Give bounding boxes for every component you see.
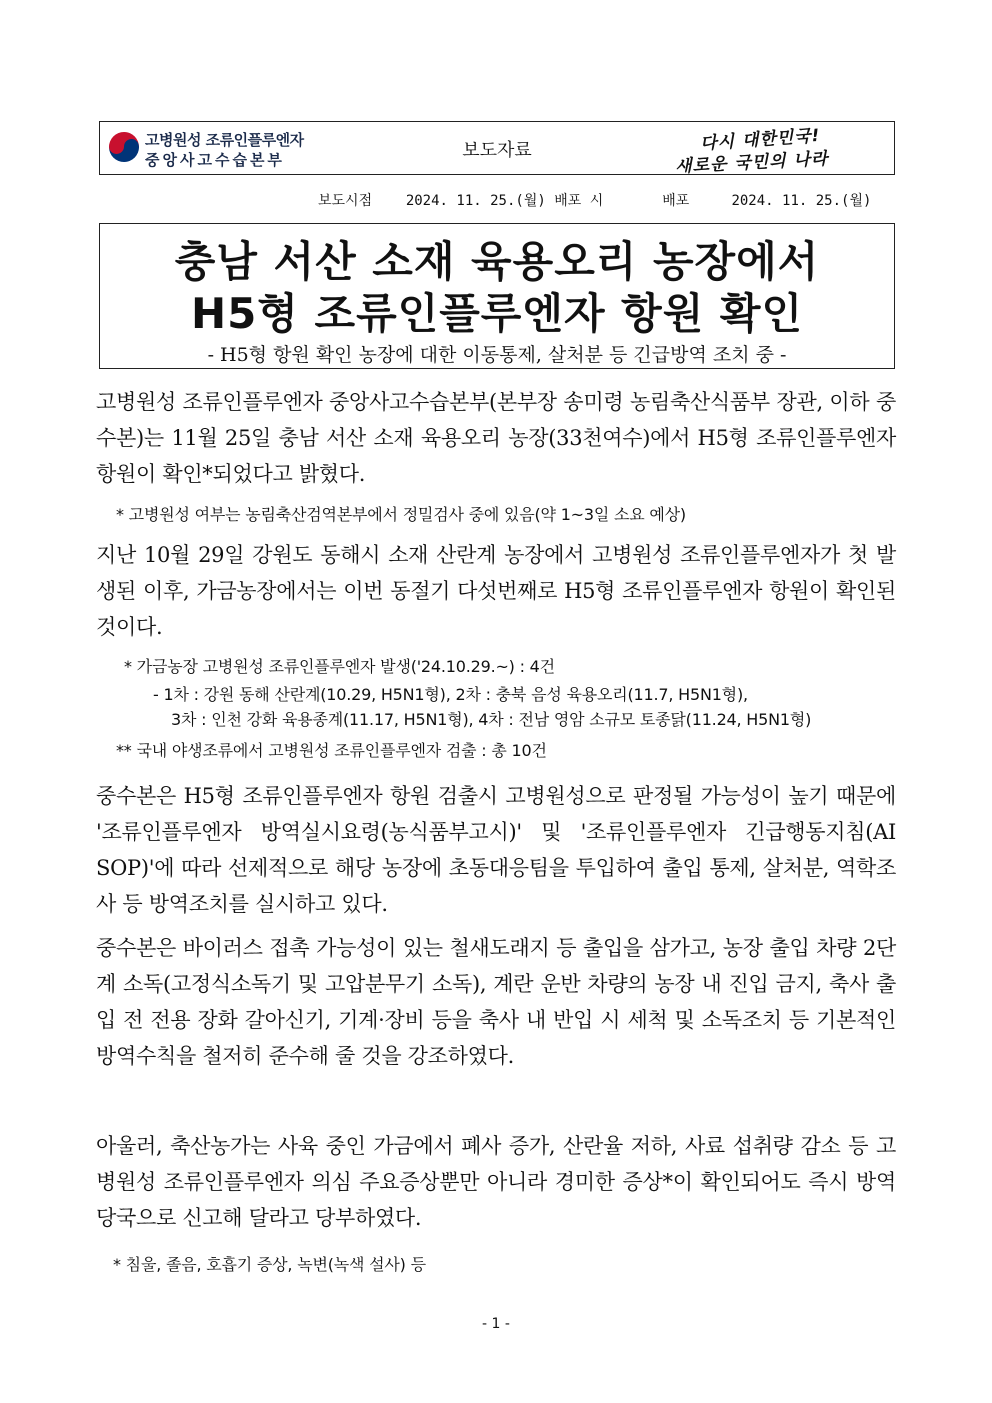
release-dist-value: 2024. 11. 25.(월)	[731, 193, 872, 209]
paragraph-1: 고병원성 조류인플루엔자 중앙사고수습본부(본부장 송미령 농림축산식품부 장관, 이하 중수본)는 11월 25일 충남 서산 소재 육용오리 농장(33천여수)에서 H5형 조류인플루엔자 항원이 확인*되었다고 밝혔다.	[96, 390, 896, 486]
paragraph-2: 지난 10월 29일 강원도 동해시 소재 산란계 농장에서 고병원성 조류인플루엔자가 첫 발생된 이후, 가금농장에서는 이번 동절기 다섯번째로 H5형 조류인플루엔자 항원이 확인된 것이다.	[96, 543, 896, 639]
note-2a: - 1차 : 강원 동해 산란계(10.29, H5N1형), 2차 : 충북 음성 육용오리(11.7, H5N1형),	[153, 685, 748, 704]
org-name-line1: 고병원성 조류인플루엔자	[145, 131, 304, 149]
page-number: - 1 -	[482, 1316, 510, 1332]
header-box	[99, 121, 895, 175]
title-box	[99, 223, 895, 369]
org-name-line2: 중앙사고수습본부	[145, 151, 285, 169]
title-line1: 충남 서산 소재 육용오리 농장에서	[174, 237, 820, 286]
paragraph-4: 중수본은 바이러스 접촉 가능성이 있는 철새도래지 등 출입을 삼가고, 농장 출입 차량 2단계 소독(고정식소독기 및 고압분무기 소독), 계란 운반 차량의 농장 내 진입 금지, 축사 출입 전 전용 장화 갈아신기, 기계·장비 등을 축사 내 반입 시 세척 및 소독조치 등 기본적인 방역수칙을 철저히 준수해 줄 것을 강조하였다.	[96, 936, 896, 1068]
note-1: * 고병원성 여부는 농림축산검역본부에서 정밀검사 중에 있음(약 1~3일 소요 예상)	[116, 505, 686, 524]
title-line2: H5형 조류인플루엔자 항원 확인	[190, 289, 804, 338]
doc-type: 보도자료	[462, 140, 532, 161]
paragraph-5: 아울러, 축산농가는 사육 중인 가금에서 폐사 증가, 산란율 저하, 사료 섭취량 감소 등 고병원성 조류인플루엔자 의심 주요증상뿐만 아니라 경미한 증상*이 확인되어도 즉시 방역 당국으로 신고해 달라고 당부하였다.	[96, 1134, 896, 1230]
government-emblem-icon	[109, 132, 139, 162]
subtitle: - H5형 항원 확인 농장에 대한 이동통제, 살처분 등 긴급방역 조치 중 -	[207, 344, 787, 366]
note-2: * 가금농장 고병원성 조류인플루엔자 발생('24.10.29.~) : 4건	[124, 657, 555, 676]
paragraph-3: 중수본은 H5형 조류인플루엔자 항원 검출시 고병원성으로 판정될 가능성이 높기 때문에 '조류인플루엔자 방역실시요령(농식품부고시)' 및 '조류인플루엔자 긴급행동지침(AI SOP)'에 따라 선제적으로 해당 농장에 초동대응팀을 투입하여 출입 통제, 살처분, 역학조사 등 방역조치를 실시하고 있다.	[96, 784, 896, 916]
slogan-line1: 다시 대한민국!	[699, 125, 821, 155]
note-4: * 침울, 졸음, 호흡기 증상, 녹변(녹색 설사) 등	[113, 1255, 426, 1274]
release-dist-label: 배포	[662, 193, 690, 209]
release-info	[318, 190, 871, 210]
release-time-label: 보도시점	[318, 193, 373, 209]
note-3: ** 국내 야생조류에서 고병원성 조류인플루엔자 검출 : 총 10건	[116, 741, 547, 760]
note-2b: 3차 : 인천 강화 육용종계(11.17, H5N1형), 4차 : 전남 영암 소규모 토종닭(11.24, H5N1형)	[171, 710, 812, 729]
slogan-line2: 새로운 국민의 나라	[674, 149, 829, 177]
release-time-value: 2024. 11. 25.(월) 배포 시	[405, 193, 604, 209]
